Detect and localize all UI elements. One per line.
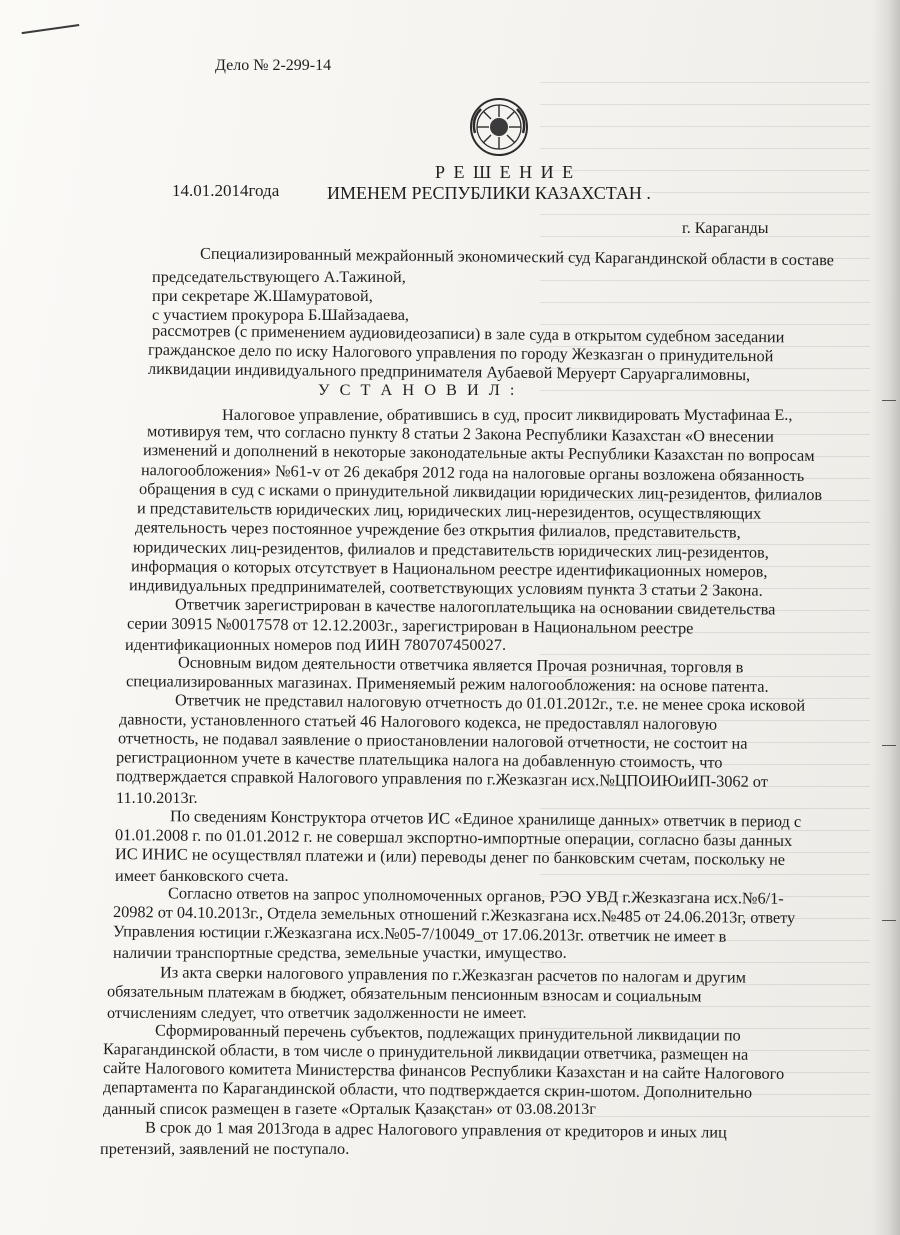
body-line: серии 30915 №0017578 от 12.12.2003г., зарегистрирован в Национальном реестре	[126, 613, 694, 638]
body-line: 20982 от 04.10.2013г., Отдела земельных отношений г.Жезказгана исх.№485 от 24.06.2013г, ответу	[112, 902, 796, 927]
body-line: юридических лиц-резидентов, филиалов и представительств юридических лиц-резидентов,	[132, 537, 769, 562]
body-line: Карагандинской области, в том числе о принудительной ликвидации ответчика, размещен на	[102, 1039, 749, 1064]
body-line: По сведениям Конструктора отчетов ИС «Единое хранилище данных» ответчик в период с	[169, 806, 802, 831]
body-line: ИС ИНИС не осуществлял платежи и (или) переводы денег по банковским счетам, поскольку не	[114, 844, 786, 869]
body-line: деятельность через постоянное учреждение без открытия филиалов, представительств,	[134, 517, 741, 542]
body-line: наличии транспортные средства, земельные участки, имущество.	[113, 943, 567, 962]
body-line: отчетность, не подавал заявление о приостановлении налоговой отчетности, не состоит на	[117, 728, 748, 753]
body-line: индивидуальных предпринимателей, соответствующих условиям пункта 3 статьи 2 Закона.	[128, 575, 763, 600]
established-heading: У С Т А Н О В И Л :	[318, 380, 518, 399]
intro-line: с участием прокурора Б.Шайзадаева,	[152, 305, 409, 324]
body-line: Управления юстиции г.Жезказгана исх.№05-7/10049_от 17.06.2013г. ответчик не имеет в	[112, 921, 727, 946]
intro-line: председательствующего А.Тажиной,	[152, 267, 406, 286]
body-line: и представительств юридических лиц, юридических лиц-нерезидентов, осуществляющих	[136, 498, 762, 523]
body-line: подтверждается справкой Налогового управления по г.Жезказган исх.№ЦПОИЮиИП-3062 от	[115, 766, 768, 791]
margin-mark	[882, 920, 896, 921]
state-emblem-icon	[469, 97, 529, 157]
intro-line: при секретаре Ж.Шамуратовой,	[152, 286, 373, 305]
body-line: мотивируя тем, что согласно пункту 8 статьи 2 Закона Республики Казахстан «О внесении	[146, 421, 774, 446]
pen-mark	[22, 24, 81, 42]
body-line: Сформированный перечень субъектов, подлежащих принудительной ликвидации по	[154, 1020, 741, 1045]
body-line: Ответчик не представил налоговую отчетность до 01.01.2012г., т.е. не менее срока исковой	[174, 690, 806, 715]
body-line: 01.01.2008 г. по 01.01.2012 г. не совершал экспортно-импортные операции, согласно базы данных	[114, 825, 793, 850]
body-line: обращения в суд с исками о принудительной ликвидации юридических лиц-резидентов, филиалов	[138, 479, 823, 504]
body-line: данный список размещен в газете «Орталык Қазақстан» от 03.08.2013г	[103, 1099, 596, 1118]
intro-line: ликвидации индивидуального предпринимателя Аубаевой Меруерт Саруаргалимовны,	[147, 358, 751, 385]
body-line: департамента по Карагандинской области, что подтверждается скрин-шотом. Дополнительно	[102, 1077, 753, 1102]
body-line: Согласно ответов на запрос уполномоченных органов, РЭО УВД г.Жезказгана исх.№6/1-	[167, 883, 784, 908]
intro-line: гражданское дело по иску Налогового управления по городу Жезказган о принудительной	[147, 339, 774, 366]
body-line: сайте Налогового комитета Министерства финансов Республики Казахстан и на сайте Налогового	[102, 1058, 785, 1083]
body-line: Основным видом деятельности ответчика является Прочая розничная, торговля в	[177, 652, 744, 677]
body-line: Налоговое управление, обратившись в суд, просит ликвидировать Мустафинаа Е.,	[222, 405, 793, 424]
body-line: изменений и дополнений в некоторые законодательные акты Республики Казахстан по вопросам	[142, 440, 815, 465]
body-line: идентификационных номеров под ИИН 780707450027.	[125, 635, 507, 654]
body-line: претензий, заявлений не поступало.	[100, 1139, 350, 1158]
document-date: 14.01.2014года	[172, 181, 280, 200]
body-line: отчислениям следует, что ответчик задолженности не имеет.	[107, 1003, 527, 1022]
intro-line: рассмотрев (с применением аудиовидеозаписи) в зале суда в открытом судебном заседании	[151, 320, 785, 347]
body-line: 11.10.2013г.	[116, 788, 198, 807]
document-city: г. Караганды	[682, 220, 769, 237]
body-line: Ответчик зарегистрирован в качестве налогоплательщика на основании свидетельства	[174, 594, 776, 619]
intro-line: Специализированный межрайонный экономический суд Карагандинской области в составе	[199, 243, 835, 270]
case-number: Дело № 2-299-14	[215, 57, 332, 74]
body-line: регистрационном учете в качестве плательщика налога на добавленную стоимость, что	[115, 747, 723, 772]
document-title: Р Е Ш Е Н И Е	[435, 162, 576, 182]
body-line: специализированных магазинах. Применяемый режим налогообложения: на основе патента.	[125, 671, 769, 696]
body-line: В срок до 1 мая 2013года в адрес Налогового управления от кредиторов и иных лиц	[144, 1117, 727, 1142]
margin-mark	[882, 745, 896, 746]
margin-mark	[882, 400, 896, 401]
body-line: обязательным платежам в бюджет, обязательным пенсионным взносам и социальным	[106, 981, 702, 1006]
body-line: Из акта сверки налогового управления по г.Жезказган расчетов по налогам и другим	[159, 962, 747, 987]
body-line: налогообложения» №61-v от 26 декабря 2012 года на налоговые органы возложена обязанность	[140, 460, 805, 485]
body-line: имеет банковского счета.	[115, 866, 289, 885]
page-fold-shadow	[872, 0, 900, 1235]
body-line: информация о которых отсутствует в Национальном реестре идентификационных номеров,	[130, 556, 768, 581]
document-subtitle: ИМЕНЕМ РЕСПУБЛИКИ КАЗАХСТАН .	[327, 183, 651, 203]
body-line: давности, установленного статьей 46 Налогового кодекса, не предоставлял налоговую	[118, 709, 718, 734]
